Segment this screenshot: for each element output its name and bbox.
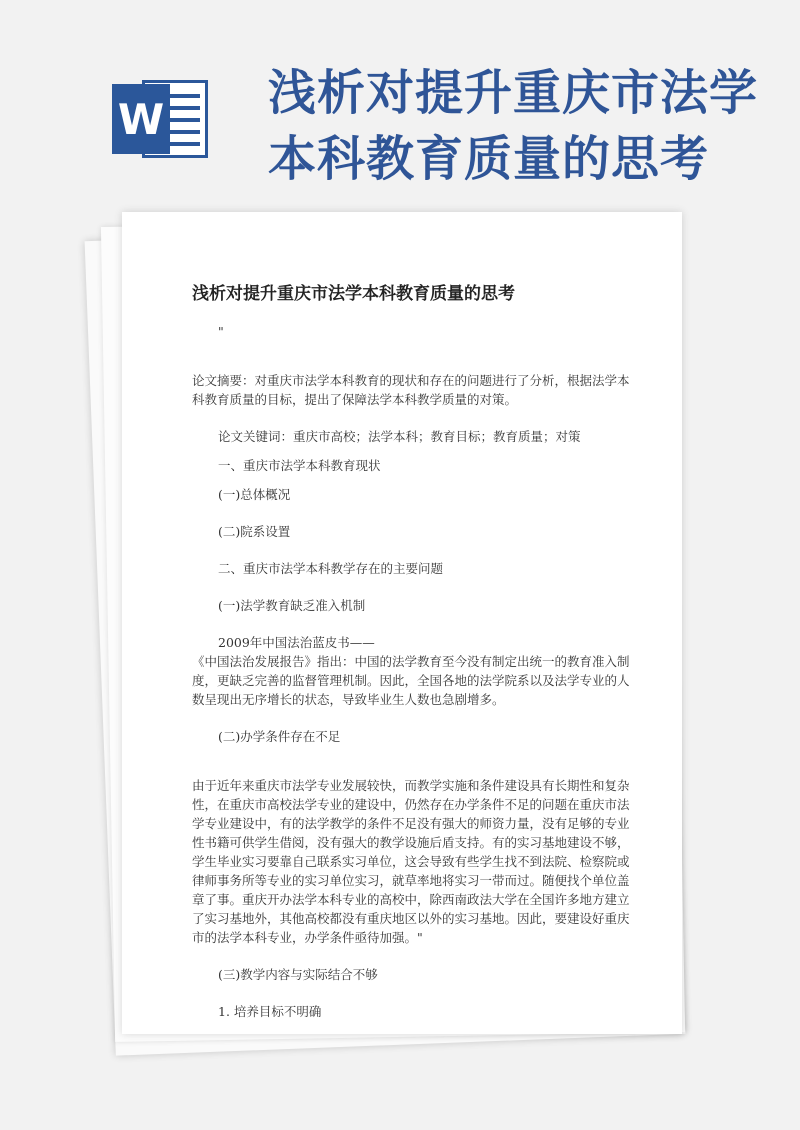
section-heading: 一、重庆市法学本科教育现状 [218, 458, 381, 473]
banner-title-line-2: 本科教育质量的思考 [268, 131, 710, 187]
subsection-heading: (二)办学条件存在不足 [218, 729, 341, 744]
document-content [192, 282, 632, 1021]
keywords-paragraph: 论文关键词：重庆市高校；法学本科；教育目标；教育质量；对策 [218, 429, 581, 444]
quote-mark: " [218, 324, 224, 339]
subsection-heading: (三)教学内容与实际结合不够 [218, 967, 378, 982]
document-page [122, 212, 682, 1034]
banner [0, 0, 800, 200]
word-document-icon [112, 72, 212, 162]
word-letter-badge: W [112, 84, 170, 154]
list-item: 1. 培养目标不明确 [218, 1004, 322, 1019]
document-title: 浅析对提升重庆市法学本科教育质量的思考 [192, 284, 515, 304]
banner-title [268, 60, 788, 192]
subsection-heading: (一)总体概况 [218, 487, 291, 502]
body-paragraph: 《中国法治发展报告》指出：中国的法学教育至今没有制定出统一的教育准入制度，更缺乏完善的监督管理机制。因此，全国各地的法学院系以及法学专业的人数呈现出无序增长的状态，导致毕业生人数也急剧增多。 [192, 654, 630, 707]
paragraph-lead: 2009年中国法治蓝皮书—— [218, 635, 375, 650]
section-heading: 二、重庆市法学本科教学存在的主要问题 [218, 561, 444, 576]
subsection-heading: (二)院系设置 [218, 524, 291, 539]
abstract-paragraph: 论文摘要：对重庆市法学本科教育的现状和存在的问题进行了分析，根据法学本科教育质量的目标，提出了保障法学本科教学质量的对策。 [192, 373, 630, 407]
body-paragraph: 由于近年来重庆市法学专业发展较快，而教学实施和条件建设具有长期性和复杂性，在重庆市高校法学专业的建设中，仍然存在办学条件不足的问题在重庆市法学专业建设中，有的法学教学的条件不足没有强大的师资力量，没有足够的专业性书籍可供学生借阅，没有强大的教学设施后盾支持。有的实习基地建设不够，学生毕业实习要靠自己联系实习单位，这会导致有些学生找不到法院、检察院或律师事务所等专业的实习单位实习，就草率地将实习一带而过。随便找个单位盖章了事。重庆开办法学本科专业的高校中，除西南政法大学在全国许多地方建立了实习基地外，其他高校都没有重庆地区以外的实习基地。因此，要建设好重庆市的法学本科专业，办学条件亟待加强。" [192, 778, 630, 945]
subsection-heading: (一)法学教育缺乏准入机制 [218, 598, 366, 613]
banner-title-line-1: 浅析对提升重庆市法学 [268, 65, 759, 121]
